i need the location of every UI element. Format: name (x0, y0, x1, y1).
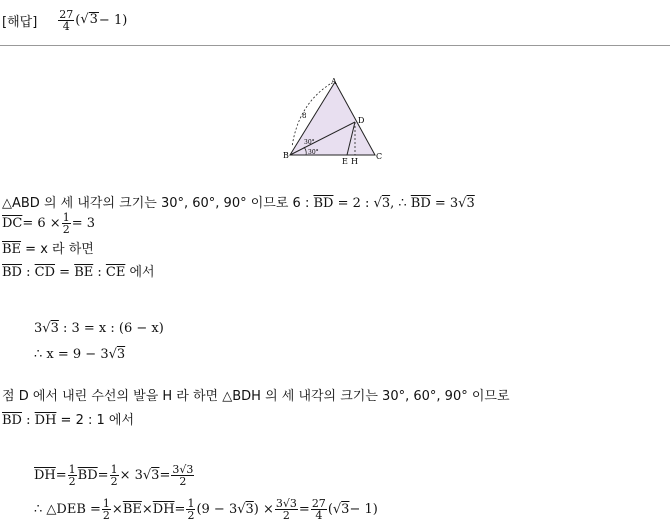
label-h: H (351, 157, 358, 166)
solution-line-2: $\overline{DC}$ = 6 × $\frac{1}{2}$ = 3 (2, 210, 95, 236)
solution-line-10: ∴ △DEB = $\frac{1}{2}$ × $\overline{BE}$ × $\overline{DH}$ = $\frac{1}{2}$ (9 − 3√ 3 ) × $\frac{3√3}{2}$ = $\frac{27}{4}$ (√ 3 − 1) (34, 496, 378, 522)
solution-line-9: $\overline{DH}$ = $\frac{1}{2}$ $\overline{BD}$ = $\frac{1}{2}$ × 3√ 3 = $\frac{3√3}{2}$ (34, 462, 194, 488)
solution-line-8: $\overline{BD}$ : $\overline{DH} = 2$ : 1 에서 (2, 413, 134, 428)
label-e: E (342, 157, 348, 166)
label-angle1: 30° (304, 139, 315, 146)
label-a: A (331, 77, 337, 86)
label-ab-length: 8 (302, 112, 307, 120)
divider (0, 45, 670, 46)
solution-line-6: ∴ x = 9 − 3√3 (34, 347, 126, 362)
solution-line-1: △ABD 의 세 내각의 크기는 30°, 60°, 90° 이므로 6 : $\overline{BD} = 2$ : √3, ∴ $\overline{BD} = 3√3$ (2, 196, 475, 211)
label-b: B (283, 151, 289, 160)
fraction-half: $\frac{1}{2}$ (62, 210, 70, 236)
solution-line-4: $\overline{BD}$ : $\overline{CD} = \overline{BE}$ : $\overline{CE}$ 에서 (2, 265, 155, 280)
triangle-figure (280, 75, 390, 170)
solution-line-7: 점 D 에서 내린 수선의 발을 H 라 하면 △BDH 의 세 내각의 크기는 30°, 60°, 90° 이므로 (2, 389, 510, 404)
label-angle2: 30° (308, 149, 319, 156)
label-d: D (358, 116, 365, 125)
answer-fraction: $\frac{27}{4}$ (59, 7, 74, 33)
solution-line-5: 3√3 : 3 = x : (6 − x) (34, 321, 164, 336)
solution-line-3: $\overline{BE} = x$ 라 하면 (2, 242, 94, 257)
answer-label: [해답] (2, 14, 38, 30)
answer-header: [해답] $\frac{27}{4}$ ( √3 − 1) (2, 7, 128, 33)
label-c: C (376, 152, 383, 161)
